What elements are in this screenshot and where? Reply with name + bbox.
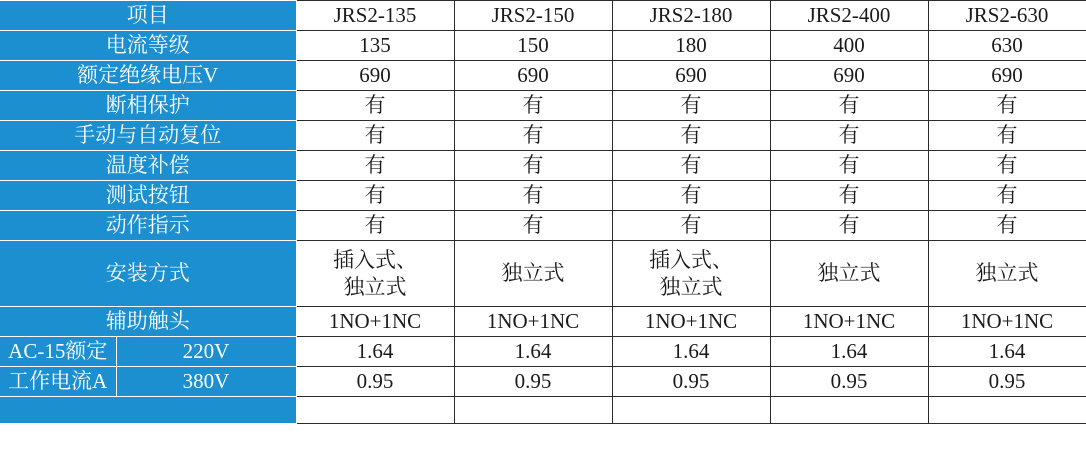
row-value-partial	[296, 397, 454, 424]
row-value: 有	[928, 181, 1086, 211]
row-value: 有	[928, 91, 1086, 121]
table-row	[0, 211, 1086, 241]
row-value: 有	[454, 121, 612, 151]
header-model-4: JRS2-400	[770, 1, 928, 31]
row-value-partial	[770, 397, 928, 424]
table-header-row	[0, 1, 1086, 31]
row-label: 安装方式	[0, 241, 296, 307]
row-value: 690	[454, 61, 612, 91]
row-value: 有	[770, 91, 928, 121]
row-value-partial	[928, 397, 1086, 424]
row-label: 温度补偿	[0, 151, 296, 181]
row-value: 1.64	[454, 337, 612, 367]
row-value: 1NO+1NC	[454, 307, 612, 337]
group-label-line1: AC-15额定	[0, 337, 116, 367]
row-value: 有	[612, 91, 770, 121]
row-value: 有	[454, 181, 612, 211]
table-row-grouped	[0, 337, 1086, 367]
row-value: 有	[770, 121, 928, 151]
row-value: 有	[296, 91, 454, 121]
row-value: 有	[770, 181, 928, 211]
row-value: 有	[928, 151, 1086, 181]
row-value: 有	[612, 211, 770, 241]
table-row-partial	[0, 397, 1086, 424]
table-row	[0, 241, 1086, 307]
table-row	[0, 151, 1086, 181]
table-body	[0, 1, 1086, 424]
group-sub-label: 380V	[116, 367, 296, 397]
group-sub-label: 220V	[116, 337, 296, 367]
row-value: 690	[612, 61, 770, 91]
group-label-line2: 工作电流A	[0, 367, 116, 397]
row-value: 690	[770, 61, 928, 91]
row-label: 动作指示	[0, 211, 296, 241]
row-value: 630	[928, 31, 1086, 61]
row-value: 1.64	[928, 337, 1086, 367]
row-value: 690	[928, 61, 1086, 91]
row-value: 有	[296, 181, 454, 211]
row-value: 690	[296, 61, 454, 91]
row-value-partial	[454, 397, 612, 424]
row-value: 独立式	[928, 241, 1086, 307]
row-label: 手动与自动复位	[0, 121, 296, 151]
row-value: 有	[770, 151, 928, 181]
header-model-3: JRS2-180	[612, 1, 770, 31]
row-value: 有	[612, 181, 770, 211]
table-row	[0, 91, 1086, 121]
header-model-5: JRS2-630	[928, 1, 1086, 31]
row-value: 1NO+1NC	[928, 307, 1086, 337]
table-row	[0, 121, 1086, 151]
row-value: 150	[454, 31, 612, 61]
row-value: 有	[296, 151, 454, 181]
row-value: 1.64	[612, 337, 770, 367]
row-value: 插入式、 独立式	[612, 241, 770, 307]
row-value: 0.95	[296, 367, 454, 397]
header-model-1: JRS2-135	[296, 1, 454, 31]
row-value: 有	[928, 211, 1086, 241]
row-value: 1NO+1NC	[770, 307, 928, 337]
row-value: 180	[612, 31, 770, 61]
header-label-cell: 项目	[0, 1, 296, 31]
row-value: 有	[612, 121, 770, 151]
row-value: 0.95	[612, 367, 770, 397]
row-label: 电流等级	[0, 31, 296, 61]
row-value: 有	[296, 211, 454, 241]
table-row	[0, 307, 1086, 337]
row-label: 辅助触头	[0, 307, 296, 337]
row-value: 1NO+1NC	[296, 307, 454, 337]
header-model-2: JRS2-150	[454, 1, 612, 31]
row-value: 独立式	[770, 241, 928, 307]
table-row	[0, 181, 1086, 211]
row-value: 有	[928, 121, 1086, 151]
row-value: 有	[454, 211, 612, 241]
row-value: 有	[454, 91, 612, 121]
row-value: 0.95	[770, 367, 928, 397]
row-label: 额定绝缘电压V	[0, 61, 296, 91]
row-value-partial	[612, 397, 770, 424]
row-label: 断相保护	[0, 91, 296, 121]
row-value: 插入式、 独立式	[296, 241, 454, 307]
row-value: 0.95	[928, 367, 1086, 397]
row-value: 135	[296, 31, 454, 61]
row-value: 有	[296, 121, 454, 151]
row-label-partial	[0, 397, 296, 424]
row-value: 1.64	[296, 337, 454, 367]
table-row	[0, 31, 1086, 61]
row-value: 0.95	[454, 367, 612, 397]
row-value: 有	[454, 151, 612, 181]
row-value: 1NO+1NC	[612, 307, 770, 337]
row-value: 400	[770, 31, 928, 61]
row-value: 1.64	[770, 337, 928, 367]
table-row	[0, 61, 1086, 91]
row-value: 有	[770, 211, 928, 241]
row-value: 有	[612, 151, 770, 181]
row-label: 测试按钮	[0, 181, 296, 211]
table-row-grouped	[0, 367, 1086, 397]
row-value: 独立式	[454, 241, 612, 307]
